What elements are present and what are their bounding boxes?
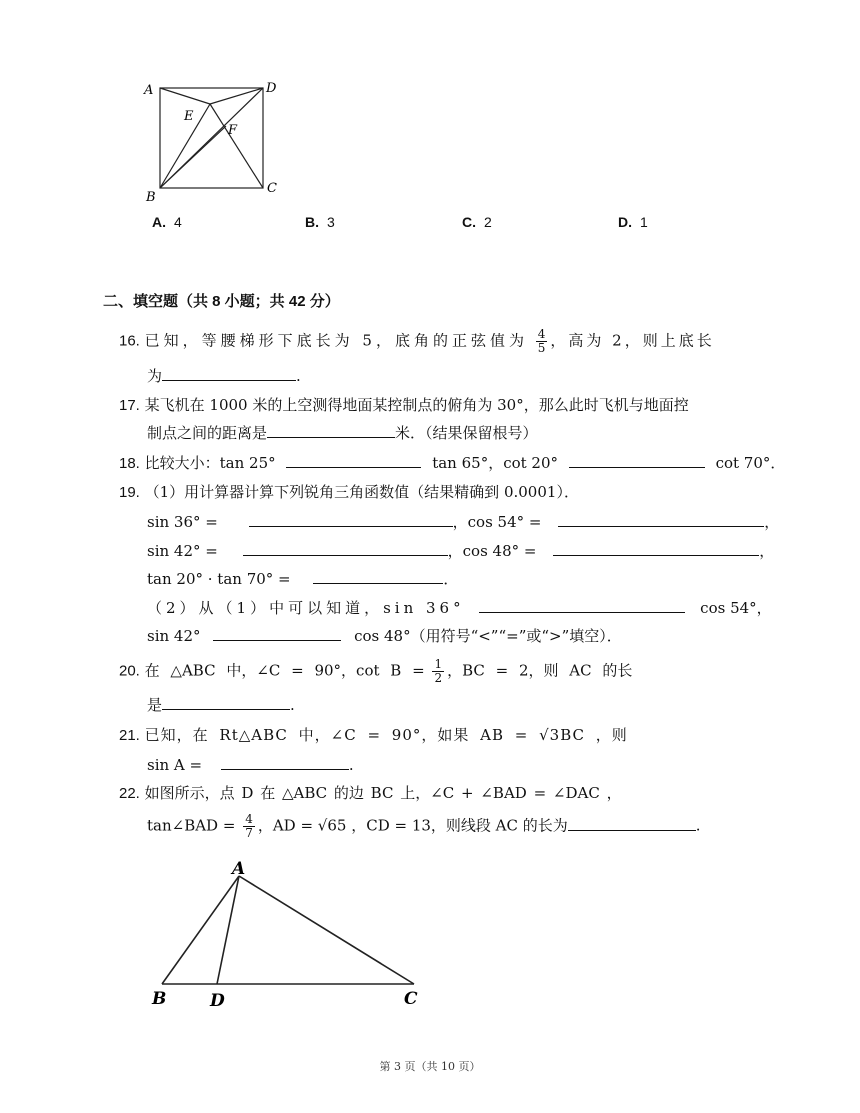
q20-line2: 是 . bbox=[147, 696, 295, 714]
q21-line2: sin A = . bbox=[147, 756, 354, 774]
q16-answer-blank[interactable] bbox=[162, 365, 296, 381]
q17-answer-blank[interactable] bbox=[267, 422, 395, 438]
q16-line1: 16. 已知，等腰梯形下底长为 5，底角的正弦值为 $\frac{4}{5}$ ，高为 2，则上底长 bbox=[119, 327, 715, 355]
q20-answer-blank[interactable] bbox=[162, 694, 290, 710]
figure-triangle-abc bbox=[148, 858, 438, 1018]
figure-square-abcd bbox=[138, 76, 288, 206]
option-d: D. 1 bbox=[618, 214, 648, 230]
q17-line2: 制点之间的距离是 米．（结果保留根号） bbox=[147, 424, 538, 442]
label-d: D bbox=[266, 81, 277, 96]
label-b: B bbox=[146, 190, 156, 205]
q19-compare-blank-2[interactable] bbox=[213, 625, 341, 641]
label-c: C bbox=[267, 181, 277, 196]
option-a: A. 4 bbox=[152, 214, 182, 230]
label-a: A bbox=[232, 859, 246, 879]
q19-sin36-blank[interactable] bbox=[249, 511, 453, 527]
label-e: E bbox=[184, 109, 194, 124]
label-c: C bbox=[404, 989, 418, 1009]
q19-line1: 19. （1）用计算器计算下列锐角三角函数值（结果精确到 0.0001）． bbox=[119, 483, 579, 501]
q21-answer-blank[interactable] bbox=[221, 754, 349, 770]
option-c: C. 2 bbox=[462, 214, 492, 230]
q19-tan-blank[interactable] bbox=[313, 568, 443, 584]
label-f: F bbox=[228, 123, 238, 138]
q20-line1: 20. 在 △ABC 中，∠C = 90°，cot B = $\frac{1}{2}$ ，BC = 2，则 AC 的长 bbox=[119, 657, 633, 685]
q21-line1: 21. 已知，在 Rt△ABC 中，∠C = 90°，如果 AB = √3BC ，则 bbox=[119, 726, 628, 744]
label-d: D bbox=[210, 991, 225, 1011]
q19-cos48-blank[interactable] bbox=[553, 540, 759, 556]
q22-line1: 22. 如图所示，点 D 在 △ABC 的边 BC 上，∠C + ∠BAD = ∠DAC ， bbox=[119, 784, 622, 802]
q16-fraction: $\frac{4}{5}$ bbox=[537, 327, 546, 355]
q18-blank-2[interactable] bbox=[569, 452, 705, 468]
q22-line2: tan∠BAD = $\frac{4}{7}$ ，AD = √65 ，CD = 13，则线段 AC 的长为 . bbox=[147, 812, 701, 840]
q18-line: 18. 比较大小：tan 25° tan 65°，cot 20° cot 70°． bbox=[119, 454, 786, 472]
q19-line5: （2）从（1）中可以知道，sin 36° cos 54°， bbox=[147, 599, 772, 617]
label-b: B bbox=[152, 989, 167, 1009]
q19-compare-blank-1[interactable] bbox=[479, 597, 685, 613]
q22-fraction: $\frac{4}{7}$ bbox=[245, 812, 253, 840]
q20-fraction: $\frac{1}{2}$ bbox=[434, 657, 443, 685]
q19-cos54-blank[interactable] bbox=[558, 511, 764, 527]
q17-line1: 17. 某飞机在 1000 米的上空测得地面某控制点的俯角为 30°，那么此时飞机与地面控 bbox=[119, 396, 689, 414]
q19-line4: tan 20° · tan 70° = ． bbox=[147, 570, 459, 588]
q19-sin42-blank[interactable] bbox=[243, 540, 448, 556]
q19-line3: sin 42° = ，cos 48° = ， bbox=[147, 542, 775, 560]
option-b: B. 3 bbox=[305, 214, 335, 230]
label-a: A bbox=[144, 83, 154, 98]
q16-line2: 为 . bbox=[147, 367, 301, 385]
q18-blank-1[interactable] bbox=[286, 452, 421, 468]
q19-line6: sin 42° cos 48°（用符号“<”“=”或“>”填空）． bbox=[147, 627, 622, 645]
section-title: 二、填空题（共 8 小题；共 42 分） bbox=[103, 293, 340, 310]
page-footer: 第 3 页（共 10 页） bbox=[379, 1060, 481, 1073]
q22-answer-blank[interactable] bbox=[568, 815, 696, 831]
q19-line2: sin 36° = ，cos 54° = ， bbox=[147, 513, 780, 531]
